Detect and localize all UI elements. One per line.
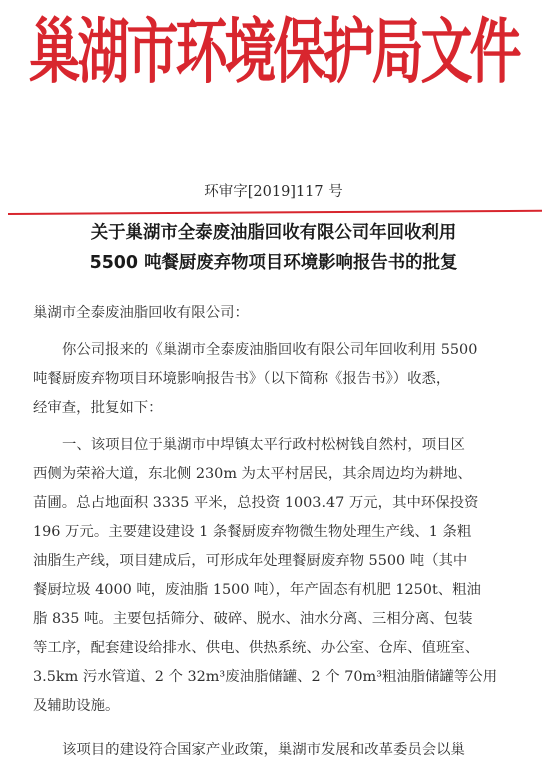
body-line: 油脂生产线，项目建成后，可形成年处理餐厨废弃物 5500 吨（其中 xyxy=(33,553,468,569)
body-line: 你公司报来的《巢湖市全泰废油脂回收有限公司年回收利用 5500 xyxy=(62,342,478,358)
body-line: 苗圃。总占地面积 3335 平米，总投资 1003.47 万元，其中环保投资 xyxy=(33,495,479,511)
body-line: 及辅助设施。 xyxy=(33,698,120,714)
body-line: 吨餐厨废弃物项目环境影响报告书》（以下简称《报告书》）收悉， xyxy=(33,371,451,387)
document-title-line-2: 5500 吨餐厨废弃物项目环境影响报告书的批复 xyxy=(89,253,458,273)
document-number: 环审字[2019]117 号 xyxy=(204,184,343,200)
body-line: 一、该项目位于巢湖市中垾镇太平行政村松树钱自然村，项目区 xyxy=(62,437,465,453)
body-line: 3.5km 污水管道、2 个 32m³废油脂储罐、2 个 70m³粗油脂储罐等公用 xyxy=(33,669,498,685)
body-line: 西侧为荣裕大道，东北侧 230m 为太平村居民，其余周边均为耕地、 xyxy=(33,466,472,482)
body-line: 经审查，批复如下： xyxy=(33,400,163,416)
body-line: 餐厨垃圾 4000 吨，废油脂 1500 吨），年产固态有机肥 1250t、粗油 xyxy=(33,582,481,598)
body-line: 脂 835 吨。主要包括筛分、破碎、脱水、油水分离、三相分离、包装 xyxy=(33,611,473,627)
body-line: 196 万元。主要建设建设 1 条餐厨废弃物微生物处理生产线、1 条粗 xyxy=(33,524,472,540)
document-title-line-1: 关于巢湖市全泰废油脂回收有限公司年回收利用 xyxy=(90,223,457,243)
body-line: 等工序，配套建设给排水、供电、供热系统、办公室、仓库、值班室、 xyxy=(33,640,480,656)
addressee: 巢湖市全泰废油脂回收有限公司： xyxy=(33,305,249,321)
red-divider-line xyxy=(8,210,542,215)
issuer-masthead: 巢湖市环境保护局文件 xyxy=(28,11,519,94)
body-line: 该项目的建设符合国家产业政策，巢湖市发展和改革委员会以巢 xyxy=(62,742,465,758)
